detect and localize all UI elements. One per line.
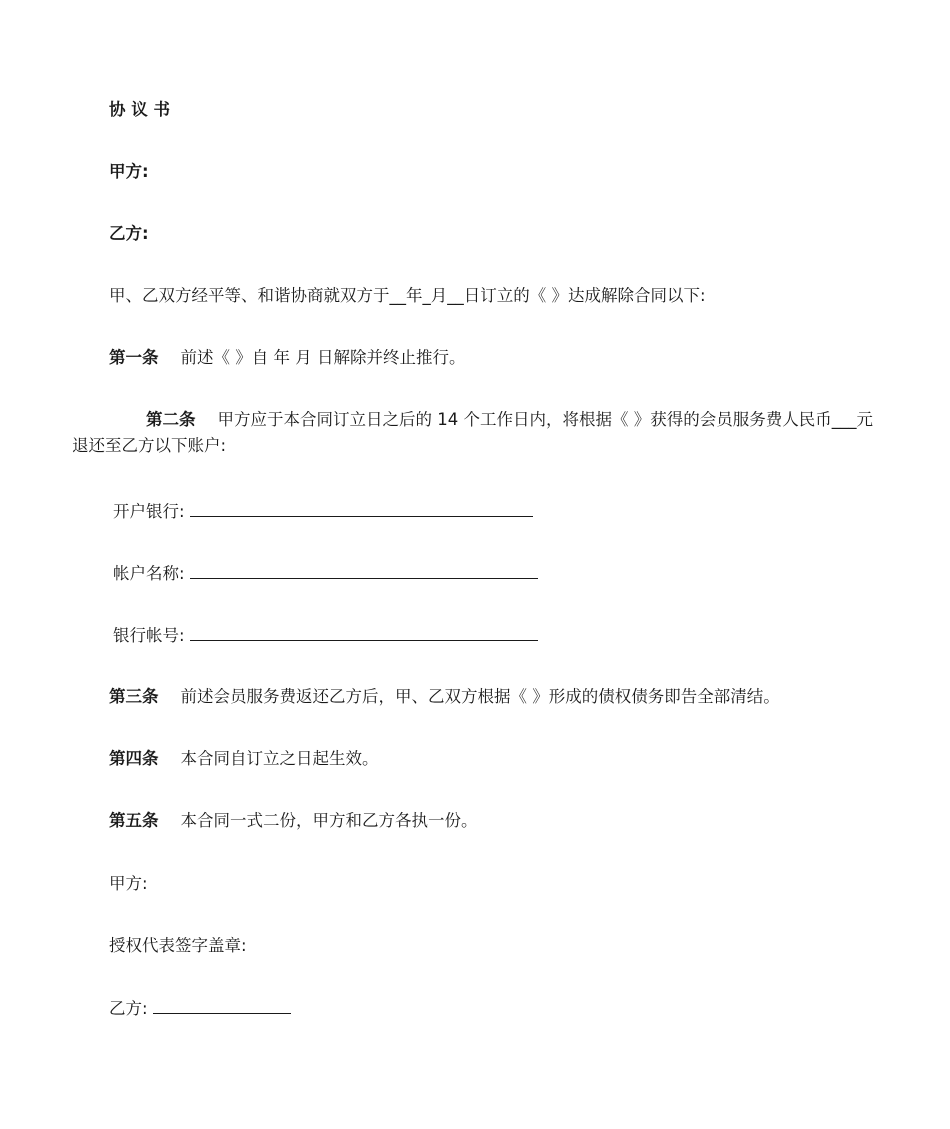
account-number-blank (190, 624, 538, 641)
article-4 (109, 748, 379, 770)
signature-party-b-label: 乙方: (109, 999, 148, 1018)
article-5-text: 本合同一式二份，甲方和乙方各执一份。 (180, 811, 478, 830)
article-5 (109, 810, 478, 832)
article-1-text: 前述《 》自 年 月 日解除并终止推行。 (180, 348, 466, 367)
account-field-number-label: 银行帐号: (113, 626, 185, 645)
article-2-text: 甲方应于本合同订立日之后的 14 个工作日内，将根据《 》获得的会员服务费人民币___元退还至乙方以下账户: (72, 410, 873, 455)
article-1 (109, 347, 465, 369)
account-field-name (113, 562, 538, 585)
article-1-label: 第一条 (109, 348, 159, 367)
account-field-bank-label: 开户银行: (113, 502, 185, 521)
party-a-header: 甲方: (109, 162, 149, 181)
account-field-number (113, 624, 538, 647)
article-3-text: 前述会员服务费返还乙方后，甲、乙双方根据《 》形成的债权债务即告全部清结。 (180, 687, 780, 706)
party-b-header: 乙方: (109, 224, 149, 243)
article-5-label: 第五条 (109, 811, 159, 830)
account-name-blank (190, 562, 538, 579)
signature-party-a: 甲方: (109, 874, 148, 893)
article-4-text: 本合同自订立之日起生效。 (180, 749, 379, 768)
party-b-signature-blank (153, 997, 291, 1014)
article-3-label: 第三条 (109, 687, 159, 706)
signature-authorized: 授权代表签字盖章: (109, 936, 247, 955)
article-2-label: 第二条 (146, 410, 196, 429)
bank-name-blank (190, 500, 533, 517)
article-3 (109, 686, 780, 708)
article-4-label: 第四条 (109, 749, 159, 768)
signature-party-b (109, 997, 291, 1020)
account-field-bank (113, 500, 533, 523)
intro-paragraph: 甲、乙双方经平等、和谐协商就双方于__年_月__日订立的《 》达成解除合同以下: (109, 286, 706, 305)
account-field-name-label: 帐户名称: (113, 564, 185, 583)
article-2 (72, 407, 882, 459)
document-title: 协 议 书 (109, 100, 170, 119)
